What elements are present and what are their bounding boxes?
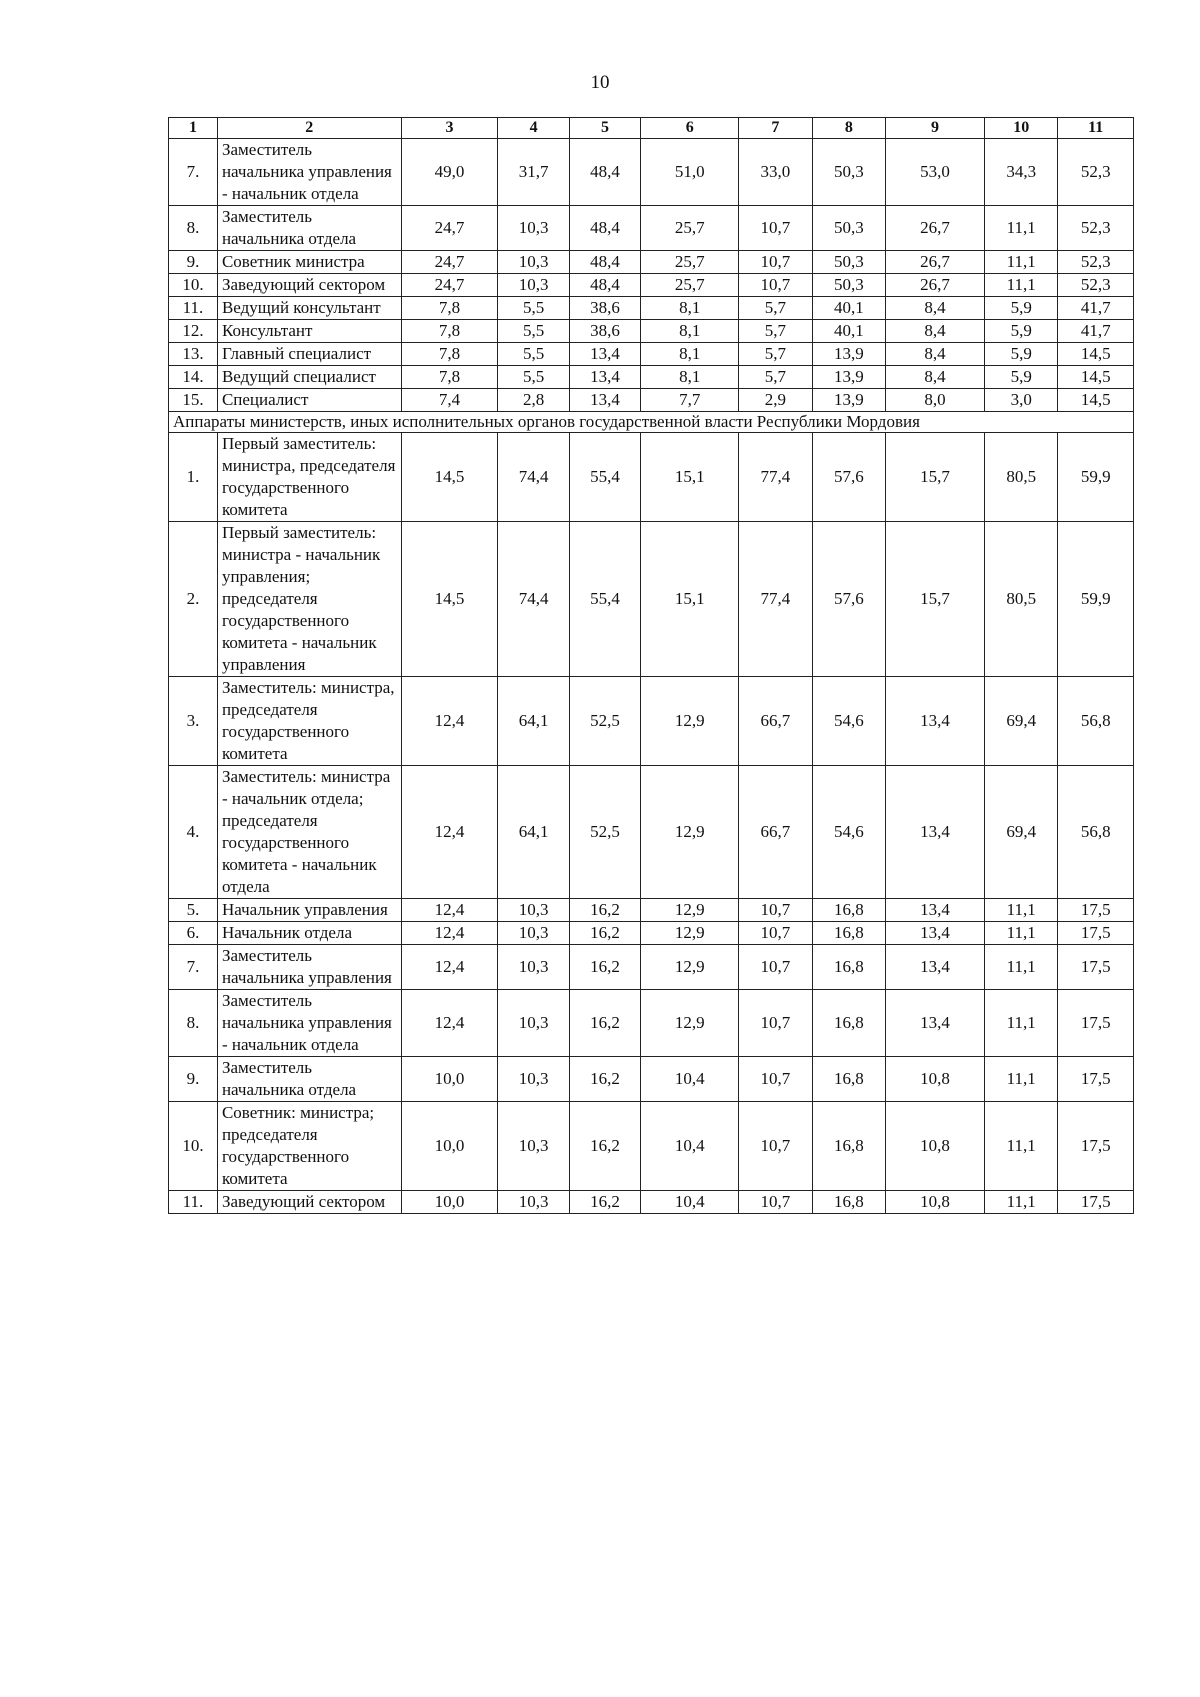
value-cell: 55,4 bbox=[569, 433, 640, 522]
table-row bbox=[169, 522, 1134, 677]
value-cell: 10,7 bbox=[739, 206, 812, 251]
value-cell: 50,3 bbox=[812, 274, 885, 297]
value-cell: 5,7 bbox=[739, 297, 812, 320]
table-row bbox=[169, 990, 1134, 1057]
value-cell: 49,0 bbox=[401, 139, 498, 206]
position-name: Ведущий специалист bbox=[217, 366, 401, 389]
value-cell: 7,8 bbox=[401, 297, 498, 320]
value-cell: 10,3 bbox=[498, 1102, 569, 1191]
value-cell: 11,1 bbox=[984, 1191, 1057, 1214]
value-cell: 24,7 bbox=[401, 274, 498, 297]
value-cell: 52,5 bbox=[569, 766, 640, 899]
table-row bbox=[169, 922, 1134, 945]
value-cell: 17,5 bbox=[1058, 1191, 1134, 1214]
position-name: Советник: министра; председателя государственного комитета bbox=[217, 1102, 401, 1191]
value-cell: 10,3 bbox=[498, 1057, 569, 1102]
value-cell: 16,2 bbox=[569, 1102, 640, 1191]
value-cell: 10,7 bbox=[739, 251, 812, 274]
value-cell: 17,5 bbox=[1058, 990, 1134, 1057]
value-cell: 52,3 bbox=[1058, 274, 1134, 297]
table-row bbox=[169, 1057, 1134, 1102]
value-cell: 13,4 bbox=[569, 343, 640, 366]
value-cell: 17,5 bbox=[1058, 1102, 1134, 1191]
value-cell: 25,7 bbox=[641, 206, 739, 251]
column-header: 2 bbox=[217, 118, 401, 139]
value-cell: 5,9 bbox=[984, 366, 1057, 389]
value-cell: 12,4 bbox=[401, 677, 498, 766]
row-number: 11. bbox=[169, 1191, 218, 1214]
row-number: 1. bbox=[169, 433, 218, 522]
table-row bbox=[169, 945, 1134, 990]
value-cell: 12,4 bbox=[401, 899, 498, 922]
value-cell: 7,7 bbox=[641, 389, 739, 412]
value-cell: 59,9 bbox=[1058, 522, 1134, 677]
value-cell: 16,2 bbox=[569, 945, 640, 990]
value-cell: 12,4 bbox=[401, 990, 498, 1057]
value-cell: 5,9 bbox=[984, 320, 1057, 343]
row-number: 9. bbox=[169, 1057, 218, 1102]
value-cell: 5,5 bbox=[498, 320, 569, 343]
row-number: 10. bbox=[169, 1102, 218, 1191]
value-cell: 10,0 bbox=[401, 1191, 498, 1214]
table-row bbox=[169, 251, 1134, 274]
value-cell: 52,3 bbox=[1058, 139, 1134, 206]
value-cell: 10,3 bbox=[498, 274, 569, 297]
value-cell: 16,8 bbox=[812, 1102, 885, 1191]
value-cell: 13,4 bbox=[886, 766, 985, 899]
row-number: 3. bbox=[169, 677, 218, 766]
table-row bbox=[169, 274, 1134, 297]
row-number: 11. bbox=[169, 297, 218, 320]
value-cell: 74,4 bbox=[498, 522, 569, 677]
value-cell: 25,7 bbox=[641, 274, 739, 297]
value-cell: 48,4 bbox=[569, 139, 640, 206]
value-cell: 16,2 bbox=[569, 990, 640, 1057]
header-row bbox=[169, 118, 1134, 139]
row-number: 12. bbox=[169, 320, 218, 343]
row-number: 8. bbox=[169, 206, 218, 251]
value-cell: 16,8 bbox=[812, 899, 885, 922]
value-cell: 17,5 bbox=[1058, 899, 1134, 922]
value-cell: 10,7 bbox=[739, 922, 812, 945]
value-cell: 48,4 bbox=[569, 251, 640, 274]
value-cell: 12,9 bbox=[641, 990, 739, 1057]
position-name: Заместитель: министра - начальник отдела; председателя государственного комитета - начальник отдела bbox=[217, 766, 401, 899]
value-cell: 69,4 bbox=[984, 766, 1057, 899]
value-cell: 11,1 bbox=[984, 274, 1057, 297]
value-cell: 12,9 bbox=[641, 899, 739, 922]
value-cell: 56,8 bbox=[1058, 677, 1134, 766]
value-cell: 24,7 bbox=[401, 206, 498, 251]
row-number: 13. bbox=[169, 343, 218, 366]
value-cell: 8,4 bbox=[886, 366, 985, 389]
value-cell: 48,4 bbox=[569, 206, 640, 251]
value-cell: 13,4 bbox=[886, 990, 985, 1057]
value-cell: 40,1 bbox=[812, 297, 885, 320]
value-cell: 55,4 bbox=[569, 522, 640, 677]
position-name: Заместитель: министра, председателя государственного комитета bbox=[217, 677, 401, 766]
value-cell: 5,5 bbox=[498, 343, 569, 366]
position-name: Начальник отдела bbox=[217, 922, 401, 945]
value-cell: 11,1 bbox=[984, 990, 1057, 1057]
value-cell: 51,0 bbox=[641, 139, 739, 206]
value-cell: 26,7 bbox=[886, 274, 985, 297]
column-header: 1 bbox=[169, 118, 218, 139]
value-cell: 12,9 bbox=[641, 677, 739, 766]
value-cell: 12,9 bbox=[641, 922, 739, 945]
value-cell: 50,3 bbox=[812, 251, 885, 274]
value-cell: 59,9 bbox=[1058, 433, 1134, 522]
table-row bbox=[169, 320, 1134, 343]
table-row bbox=[169, 766, 1134, 899]
value-cell: 57,6 bbox=[812, 522, 885, 677]
value-cell: 13,9 bbox=[812, 343, 885, 366]
position-name: Начальник управления bbox=[217, 899, 401, 922]
value-cell: 38,6 bbox=[569, 320, 640, 343]
value-cell: 10,7 bbox=[739, 899, 812, 922]
value-cell: 10,7 bbox=[739, 274, 812, 297]
value-cell: 13,4 bbox=[886, 899, 985, 922]
table-row bbox=[169, 899, 1134, 922]
table-row bbox=[169, 366, 1134, 389]
value-cell: 7,8 bbox=[401, 320, 498, 343]
row-number: 8. bbox=[169, 990, 218, 1057]
position-name: Советник министра bbox=[217, 251, 401, 274]
value-cell: 2,9 bbox=[739, 389, 812, 412]
row-number: 15. bbox=[169, 389, 218, 412]
value-cell: 10,7 bbox=[739, 1057, 812, 1102]
value-cell: 10,3 bbox=[498, 945, 569, 990]
value-cell: 11,1 bbox=[984, 899, 1057, 922]
value-cell: 41,7 bbox=[1058, 297, 1134, 320]
column-header: 5 bbox=[569, 118, 640, 139]
value-cell: 5,7 bbox=[739, 343, 812, 366]
row-number: 9. bbox=[169, 251, 218, 274]
value-cell: 5,9 bbox=[984, 343, 1057, 366]
position-name: Главный специалист bbox=[217, 343, 401, 366]
row-number: 14. bbox=[169, 366, 218, 389]
row-number: 10. bbox=[169, 274, 218, 297]
value-cell: 12,9 bbox=[641, 766, 739, 899]
value-cell: 8,1 bbox=[641, 343, 739, 366]
table-row bbox=[169, 1102, 1134, 1191]
table-row bbox=[169, 206, 1134, 251]
value-cell: 41,7 bbox=[1058, 320, 1134, 343]
value-cell: 10,7 bbox=[739, 945, 812, 990]
salary-table bbox=[168, 117, 1134, 1214]
value-cell: 66,7 bbox=[739, 677, 812, 766]
position-name: Консультант bbox=[217, 320, 401, 343]
value-cell: 11,1 bbox=[984, 251, 1057, 274]
value-cell: 11,1 bbox=[984, 922, 1057, 945]
value-cell: 13,4 bbox=[886, 922, 985, 945]
value-cell: 2,8 bbox=[498, 389, 569, 412]
page-number: 10 bbox=[590, 72, 610, 93]
value-cell: 8,4 bbox=[886, 297, 985, 320]
value-cell: 52,3 bbox=[1058, 206, 1134, 251]
row-number: 5. bbox=[169, 899, 218, 922]
position-name: Заместитель начальника управления - начальник отдела bbox=[217, 139, 401, 206]
value-cell: 5,5 bbox=[498, 297, 569, 320]
value-cell: 53,0 bbox=[886, 139, 985, 206]
position-name: Специалист bbox=[217, 389, 401, 412]
value-cell: 54,6 bbox=[812, 677, 885, 766]
value-cell: 8,0 bbox=[886, 389, 985, 412]
value-cell: 16,2 bbox=[569, 1057, 640, 1102]
value-cell: 16,2 bbox=[569, 922, 640, 945]
value-cell: 8,4 bbox=[886, 343, 985, 366]
value-cell: 26,7 bbox=[886, 251, 985, 274]
value-cell: 17,5 bbox=[1058, 1057, 1134, 1102]
value-cell: 10,0 bbox=[401, 1057, 498, 1102]
value-cell: 14,5 bbox=[401, 522, 498, 677]
value-cell: 8,1 bbox=[641, 366, 739, 389]
position-name: Первый заместитель: министра, председателя государственного комитета bbox=[217, 433, 401, 522]
value-cell: 13,4 bbox=[569, 389, 640, 412]
column-header: 3 bbox=[401, 118, 498, 139]
value-cell: 15,7 bbox=[886, 522, 985, 677]
value-cell: 16,8 bbox=[812, 922, 885, 945]
value-cell: 11,1 bbox=[984, 1057, 1057, 1102]
value-cell: 14,5 bbox=[1058, 366, 1134, 389]
position-name: Заместитель начальника отдела bbox=[217, 206, 401, 251]
table-row bbox=[169, 139, 1134, 206]
value-cell: 33,0 bbox=[739, 139, 812, 206]
value-cell: 5,9 bbox=[984, 297, 1057, 320]
table-row bbox=[169, 343, 1134, 366]
value-cell: 14,5 bbox=[1058, 389, 1134, 412]
value-cell: 57,6 bbox=[812, 433, 885, 522]
value-cell: 52,5 bbox=[569, 677, 640, 766]
value-cell: 17,5 bbox=[1058, 922, 1134, 945]
value-cell: 12,4 bbox=[401, 766, 498, 899]
value-cell: 10,0 bbox=[401, 1102, 498, 1191]
value-cell: 15,1 bbox=[641, 522, 739, 677]
value-cell: 12,4 bbox=[401, 945, 498, 990]
value-cell: 5,7 bbox=[739, 366, 812, 389]
section-title: Аппараты министерств, иных исполнительных органов государственной власти Республики Мордовия bbox=[169, 412, 1134, 433]
value-cell: 13,4 bbox=[569, 366, 640, 389]
value-cell: 13,9 bbox=[812, 366, 885, 389]
value-cell: 12,4 bbox=[401, 922, 498, 945]
value-cell: 14,5 bbox=[401, 433, 498, 522]
column-header: 6 bbox=[641, 118, 739, 139]
value-cell: 15,7 bbox=[886, 433, 985, 522]
section-row bbox=[169, 412, 1134, 433]
value-cell: 15,1 bbox=[641, 433, 739, 522]
value-cell: 10,3 bbox=[498, 899, 569, 922]
position-name: Заведующий сектором bbox=[217, 274, 401, 297]
value-cell: 3,0 bbox=[984, 389, 1057, 412]
value-cell: 56,8 bbox=[1058, 766, 1134, 899]
value-cell: 10,4 bbox=[641, 1191, 739, 1214]
table-row bbox=[169, 389, 1134, 412]
value-cell: 13,4 bbox=[886, 945, 985, 990]
value-cell: 16,8 bbox=[812, 990, 885, 1057]
value-cell: 31,7 bbox=[498, 139, 569, 206]
column-header: 11 bbox=[1058, 118, 1134, 139]
position-name: Заведующий сектором bbox=[217, 1191, 401, 1214]
row-number: 4. bbox=[169, 766, 218, 899]
value-cell: 38,6 bbox=[569, 297, 640, 320]
table-row bbox=[169, 297, 1134, 320]
value-cell: 10,3 bbox=[498, 922, 569, 945]
value-cell: 12,9 bbox=[641, 945, 739, 990]
position-name: Ведущий консультант bbox=[217, 297, 401, 320]
value-cell: 24,7 bbox=[401, 251, 498, 274]
row-number: 7. bbox=[169, 945, 218, 990]
value-cell: 11,1 bbox=[984, 206, 1057, 251]
value-cell: 77,4 bbox=[739, 522, 812, 677]
value-cell: 13,9 bbox=[812, 389, 885, 412]
value-cell: 48,4 bbox=[569, 274, 640, 297]
column-header: 10 bbox=[984, 118, 1057, 139]
value-cell: 7,4 bbox=[401, 389, 498, 412]
value-cell: 50,3 bbox=[812, 139, 885, 206]
row-number: 7. bbox=[169, 139, 218, 206]
table-row bbox=[169, 433, 1134, 522]
value-cell: 77,4 bbox=[739, 433, 812, 522]
value-cell: 50,3 bbox=[812, 206, 885, 251]
table-row bbox=[169, 677, 1134, 766]
value-cell: 10,8 bbox=[886, 1102, 985, 1191]
value-cell: 10,3 bbox=[498, 990, 569, 1057]
value-cell: 8,1 bbox=[641, 320, 739, 343]
value-cell: 5,7 bbox=[739, 320, 812, 343]
column-header: 9 bbox=[886, 118, 985, 139]
value-cell: 16,8 bbox=[812, 1191, 885, 1214]
value-cell: 34,3 bbox=[984, 139, 1057, 206]
value-cell: 10,3 bbox=[498, 251, 569, 274]
value-cell: 80,5 bbox=[984, 433, 1057, 522]
value-cell: 66,7 bbox=[739, 766, 812, 899]
value-cell: 16,8 bbox=[812, 1057, 885, 1102]
value-cell: 54,6 bbox=[812, 766, 885, 899]
position-name: Заместитель начальника отдела bbox=[217, 1057, 401, 1102]
value-cell: 8,1 bbox=[641, 297, 739, 320]
row-number: 6. bbox=[169, 922, 218, 945]
value-cell: 10,7 bbox=[739, 990, 812, 1057]
value-cell: 14,5 bbox=[1058, 343, 1134, 366]
value-cell: 16,2 bbox=[569, 899, 640, 922]
value-cell: 5,5 bbox=[498, 366, 569, 389]
value-cell: 10,7 bbox=[739, 1191, 812, 1214]
table-row bbox=[169, 1191, 1134, 1214]
value-cell: 64,1 bbox=[498, 677, 569, 766]
value-cell: 7,8 bbox=[401, 343, 498, 366]
value-cell: 11,1 bbox=[984, 1102, 1057, 1191]
column-header: 4 bbox=[498, 118, 569, 139]
column-header: 7 bbox=[739, 118, 812, 139]
row-number: 2. bbox=[169, 522, 218, 677]
value-cell: 10,4 bbox=[641, 1102, 739, 1191]
value-cell: 74,4 bbox=[498, 433, 569, 522]
value-cell: 10,3 bbox=[498, 206, 569, 251]
value-cell: 11,1 bbox=[984, 945, 1057, 990]
position-name: Заместитель начальника управления - начальник отдела bbox=[217, 990, 401, 1057]
value-cell: 16,2 bbox=[569, 1191, 640, 1214]
value-cell: 10,7 bbox=[739, 1102, 812, 1191]
value-cell: 64,1 bbox=[498, 766, 569, 899]
value-cell: 10,8 bbox=[886, 1057, 985, 1102]
value-cell: 25,7 bbox=[641, 251, 739, 274]
position-name: Заместитель начальника управления bbox=[217, 945, 401, 990]
column-header: 8 bbox=[812, 118, 885, 139]
position-name: Первый заместитель: министра - начальник управления; председателя государственного комитета - начальник управления bbox=[217, 522, 401, 677]
value-cell: 80,5 bbox=[984, 522, 1057, 677]
value-cell: 7,8 bbox=[401, 366, 498, 389]
value-cell: 69,4 bbox=[984, 677, 1057, 766]
value-cell: 10,8 bbox=[886, 1191, 985, 1214]
value-cell: 26,7 bbox=[886, 206, 985, 251]
value-cell: 40,1 bbox=[812, 320, 885, 343]
value-cell: 16,8 bbox=[812, 945, 885, 990]
value-cell: 17,5 bbox=[1058, 945, 1134, 990]
value-cell: 8,4 bbox=[886, 320, 985, 343]
value-cell: 52,3 bbox=[1058, 251, 1134, 274]
value-cell: 13,4 bbox=[886, 677, 985, 766]
value-cell: 10,4 bbox=[641, 1057, 739, 1102]
value-cell: 10,3 bbox=[498, 1191, 569, 1214]
